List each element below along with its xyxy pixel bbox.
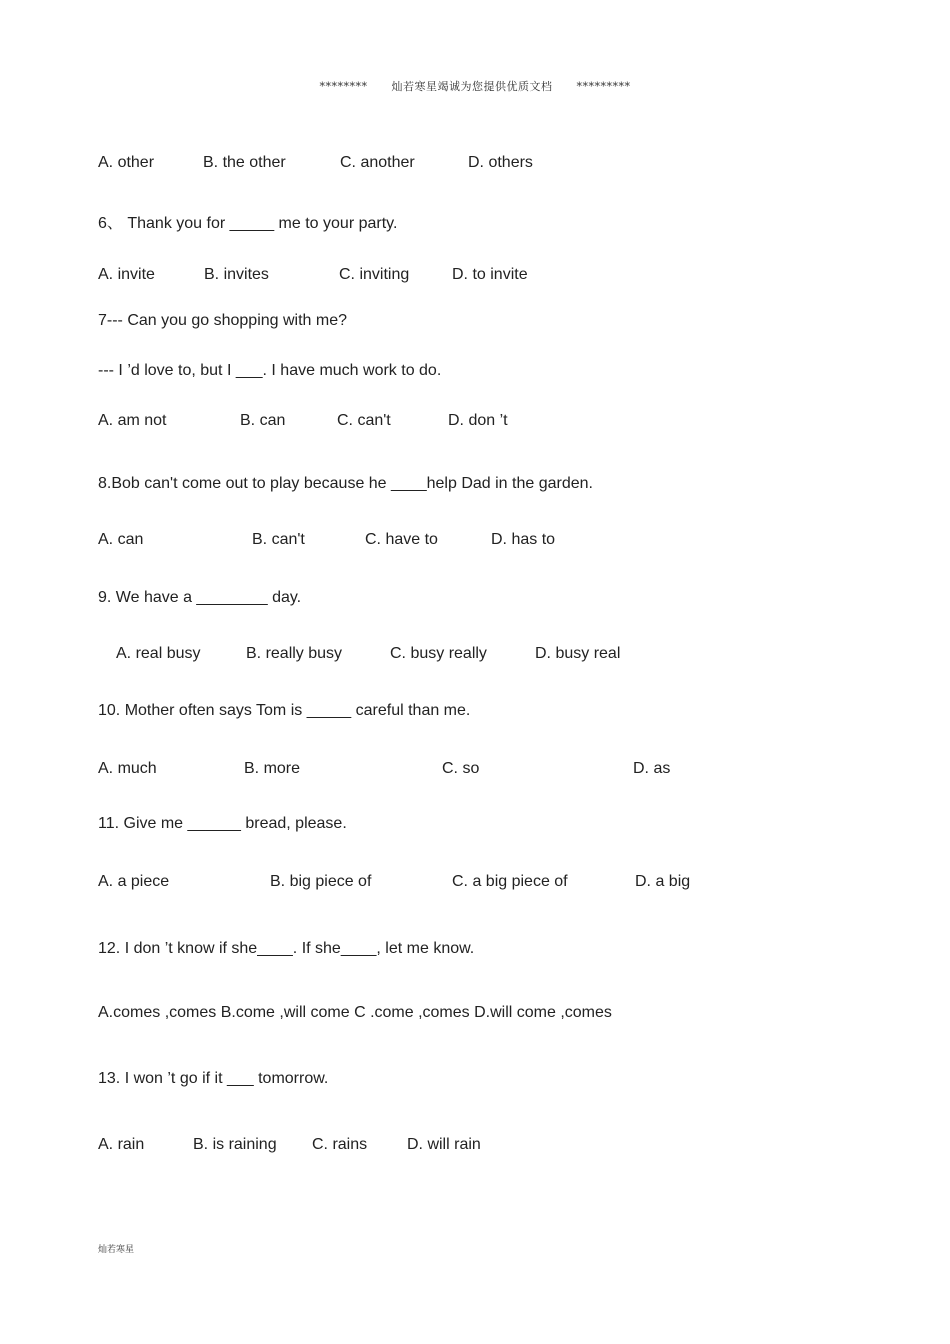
q6-option-a: A. invite bbox=[98, 266, 155, 283]
q8-option-b: B. can't bbox=[252, 531, 305, 548]
q7-option-a: A. am not bbox=[98, 412, 167, 429]
q11-option-d: D. a big bbox=[635, 873, 691, 890]
q13-option-d: D. will rain bbox=[407, 1136, 481, 1153]
q5-option-a: A. other bbox=[98, 154, 155, 171]
header-title: 灿若寒星竭诚为您提供优质文档 bbox=[391, 80, 553, 93]
q10-option-b: B. more bbox=[244, 760, 301, 777]
q5-option-d: D. others bbox=[468, 154, 533, 171]
q8-option-d: D. has to bbox=[491, 531, 556, 548]
q9-option-d: D. busy real bbox=[535, 645, 621, 662]
q13-option-c: C. rains bbox=[312, 1136, 368, 1153]
q12-options: A.comes ,comes B.come ,will come C .come ,comes D.will come ,comes bbox=[98, 1004, 612, 1021]
q7-option-d: D. don ’t bbox=[448, 412, 508, 429]
q7-question: 7--- Can you go shopping with me? bbox=[98, 312, 348, 329]
q9-question: 9. We have a ________ day. bbox=[98, 589, 302, 606]
q9-option-a: A. real busy bbox=[116, 645, 201, 662]
q13-option-a: A. rain bbox=[98, 1136, 145, 1153]
page-header bbox=[0, 78, 950, 94]
q11-question: 11. Give me ______ bread, please. bbox=[98, 815, 347, 832]
q5-option-c: C. another bbox=[340, 154, 415, 171]
q11-option-c: C. a big piece of bbox=[452, 873, 568, 890]
header-stars-right: ********* bbox=[576, 80, 631, 93]
q11-option-a: A. a piece bbox=[98, 873, 170, 890]
q10-option-a: A. much bbox=[98, 760, 157, 777]
q9-option-c: C. busy really bbox=[390, 645, 487, 662]
header-stars-left: ******** bbox=[319, 80, 368, 93]
q12-question: 12. I don ’t know if she____. If she____, let me know. bbox=[98, 940, 475, 957]
q10-option-c: C. so bbox=[442, 760, 480, 777]
q10-option-d: D. as bbox=[633, 760, 671, 777]
q13-question: 13. I won ’t go if it ___ tomorrow. bbox=[98, 1070, 329, 1087]
q8-question: 8.Bob can't come out to play because he ____help Dad in the garden. bbox=[98, 475, 593, 492]
q9-option-b: B. really busy bbox=[246, 645, 343, 662]
q6-option-c: C. inviting bbox=[339, 266, 410, 283]
q6-option-d: D. to invite bbox=[452, 266, 528, 283]
q6-option-b: B. invites bbox=[204, 266, 269, 283]
q5-option-b: B. the other bbox=[203, 154, 286, 171]
q8-option-c: C. have to bbox=[365, 531, 438, 548]
q6-question: 6、 Thank you for _____ me to your party. bbox=[98, 215, 398, 232]
q7-option-b: B. can bbox=[240, 412, 286, 429]
q13-option-b: B. is raining bbox=[193, 1136, 277, 1153]
page-footer: 灿若寒星 bbox=[98, 1245, 135, 1255]
q7-option-c: C. can't bbox=[337, 412, 391, 429]
q10-question: 10. Mother often says Tom is _____ careful than me. bbox=[98, 702, 471, 719]
q7-reply: --- I ’d love to, but I ___. I have much work to do. bbox=[98, 362, 442, 379]
q11-option-b: B. big piece of bbox=[270, 873, 372, 890]
q8-option-a: A. can bbox=[98, 531, 144, 548]
